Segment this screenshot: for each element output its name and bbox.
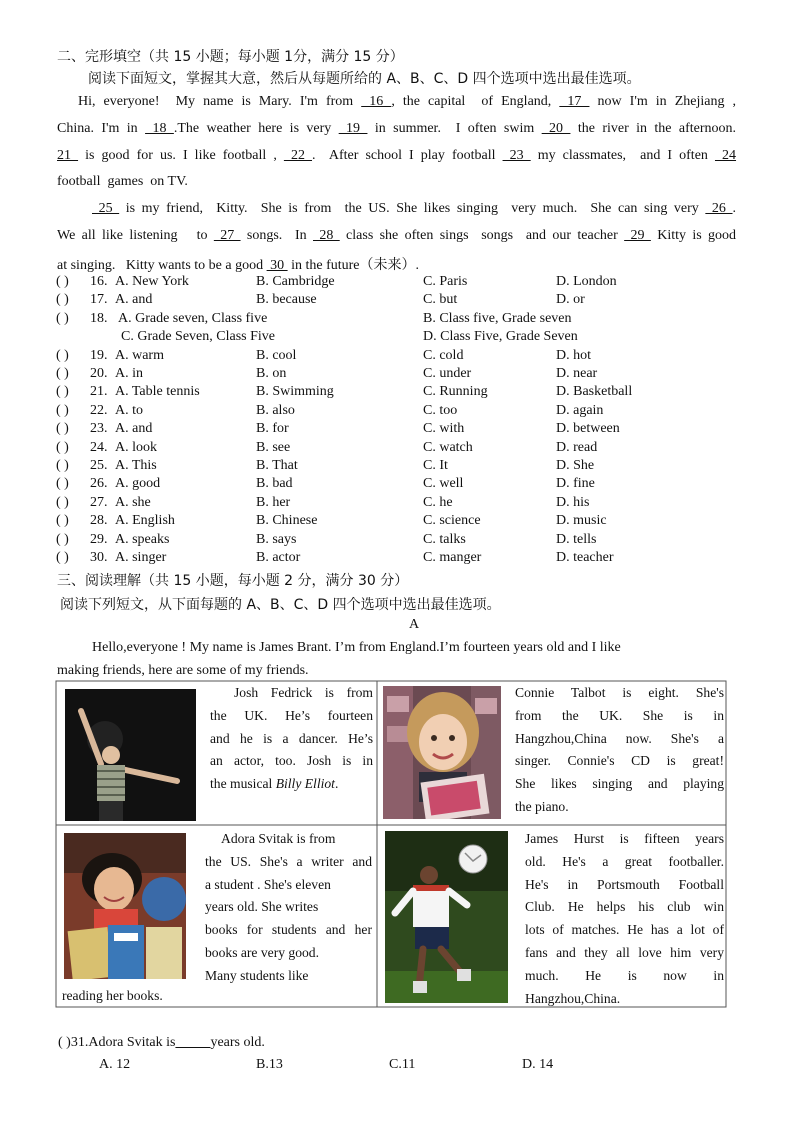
question-number: 18. [90, 310, 108, 326]
option-d[interactable]: D. fine [556, 476, 595, 492]
reading-intro-line-1: Hello,everyone ! My name is James Brant. I’m from England.I’m fourteen years old and I like [92, 640, 621, 655]
josh-description [210, 682, 373, 796]
cloze-blank[interactable]: 24 [714, 148, 737, 163]
option-a[interactable]: A. 12 [99, 1057, 131, 1072]
josh-line: an actor, too. Josh is in [210, 753, 373, 769]
option-b[interactable]: B. Chinese [256, 513, 318, 529]
james-line: James Hurst is fifteen years [525, 831, 724, 846]
section2-instruction: 阅读下面短文，掌握其大意，然后从每题所给的 A、B、C、D 四个选项中选出最佳选项。 [88, 71, 641, 87]
james-photo [385, 831, 508, 1003]
option-d[interactable]: D. Class Five, Grade Seven [423, 329, 578, 345]
adora-description [205, 828, 372, 988]
cloze-blank[interactable]: 17 [559, 94, 590, 109]
option-c[interactable]: C. under [423, 366, 472, 381]
james-line: Club. He helps his club win [525, 899, 724, 915]
option-b[interactable]: B. That [256, 458, 298, 473]
question-number: 25. [90, 458, 108, 473]
answer-bracket[interactable]: ( ) [56, 366, 69, 381]
question-number: 30. [90, 550, 108, 565]
james-line: He's in Portsmouth Football [525, 876, 724, 892]
option-b[interactable]: B. says [256, 531, 297, 547]
option-b[interactable]: B. also [256, 402, 295, 418]
option-d[interactable]: D. or [556, 292, 585, 308]
passage-text: in summer. I often swim [367, 121, 542, 136]
adora-last-line: reading her books. [62, 988, 163, 1003]
musical-title: Billy Elliot [275, 776, 335, 792]
answer-bracket[interactable]: ( ) [56, 531, 69, 547]
option-b[interactable]: B. for [256, 421, 289, 437]
josh-line-last [210, 773, 373, 796]
answer-bracket[interactable]: ( ) [56, 494, 69, 510]
josh-line: Josh Fedrick is from [234, 685, 373, 700]
passage-text: in the future（未来）. [287, 258, 420, 273]
connie-description [515, 682, 724, 819]
passage-text: is my friend, Kitty. She is from the US. She likes singing very much. She can sing very [119, 201, 706, 216]
adora-line: Many students like [205, 967, 309, 983]
passage-text: football games on TV. [57, 174, 188, 189]
adora-line: Adora Svitak is from [221, 831, 336, 846]
answer-bracket[interactable]: ( ) [56, 402, 69, 418]
james-line: Hangzhou,China. [525, 990, 621, 1006]
cloze-blank[interactable]: 25 [92, 201, 120, 216]
question-number: 27. [90, 494, 108, 510]
cloze-blank[interactable]: 30 [266, 258, 288, 273]
passage-text: now I'm in Zhejiang , [589, 94, 737, 109]
answer-bracket[interactable]: ( ) [56, 274, 69, 289]
question-number: 23. [90, 421, 108, 437]
question-number: 19. [90, 347, 108, 363]
question-number: 17. [90, 292, 108, 308]
option-d[interactable]: D. 14 [522, 1057, 554, 1072]
question-number: 16. [90, 274, 108, 289]
adora-line: the US. She's a writer and [205, 853, 372, 869]
adora-line: books for students and her [205, 922, 372, 938]
passage-text: songs. In [240, 228, 313, 243]
option-d[interactable]: D. She [556, 458, 595, 473]
cloze-blank[interactable]: 29 [624, 228, 651, 243]
option-b[interactable]: B. on [256, 366, 287, 381]
passage-text: , the capital of England, [391, 94, 560, 109]
passage-text: . After school I play football [312, 148, 503, 163]
option-c[interactable]: C. he [423, 494, 453, 510]
cloze-blank[interactable]: 20 [541, 121, 571, 136]
section2-title: 二、完形填空（共 15 小题；每小题 1分，满分 15 分） [57, 49, 404, 65]
adora-line: years old. She writes [205, 899, 319, 915]
josh-photo [65, 689, 196, 821]
option-b[interactable]: B.13 [256, 1057, 283, 1072]
question-number: 20. [90, 366, 108, 381]
option-a[interactable]: A. to [115, 402, 143, 418]
answer-bracket[interactable]: ( ) [56, 439, 69, 455]
adora-line: a student . She's eleven [205, 876, 331, 892]
answer-blank [175, 1035, 210, 1050]
connie-line: Connie Talbot is eight. She's [515, 685, 724, 700]
cloze-blank[interactable]: 22 [283, 148, 313, 163]
option-c[interactable]: C. Running [423, 384, 488, 400]
option-b[interactable]: B. actor [256, 550, 301, 565]
option-b[interactable]: B. Class five, Grade seven [423, 310, 572, 326]
passage-text: class she often sings songs and our teacher [339, 228, 625, 243]
answer-bracket[interactable]: ( ) [56, 292, 69, 308]
answer-bracket[interactable]: ( ) [58, 1035, 71, 1050]
option-d[interactable]: D. read [556, 439, 598, 455]
cloze-blank[interactable]: 28 [313, 228, 340, 243]
question-number: 29. [90, 531, 108, 547]
question-number: 24. [90, 439, 108, 455]
option-c[interactable]: C. too [423, 402, 458, 418]
option-d[interactable]: D. teacher [556, 550, 614, 565]
option-a[interactable]: A. in [115, 366, 143, 381]
connie-line: the piano. [515, 798, 569, 814]
option-a[interactable]: A. good [115, 476, 161, 492]
cloze-blank[interactable]: 18 [145, 121, 174, 136]
question-number: 22. [90, 402, 108, 418]
option-b[interactable]: B. because [256, 292, 317, 308]
cloze-blank[interactable]: 27 [213, 228, 241, 243]
josh-line: the musical [210, 776, 276, 792]
reading-intro-line-2: making friends, here are some of my friends. [57, 663, 309, 678]
option-a[interactable]: A. and [115, 421, 153, 437]
question-stem-end: years old. [210, 1035, 265, 1050]
passage-text: . [732, 201, 737, 216]
option-c[interactable]: C. with [423, 421, 465, 437]
option-c[interactable]: C. science [423, 513, 481, 529]
answer-bracket[interactable]: ( ) [56, 476, 69, 492]
option-a[interactable]: A. speaks [115, 531, 170, 547]
option-b[interactable]: B. her [256, 494, 291, 510]
option-c[interactable]: C. watch [423, 439, 473, 455]
james-line: old. He's a great footballer. [525, 853, 724, 869]
cloze-blank[interactable]: 16 [361, 94, 392, 109]
cloze-blank[interactable]: 26 [705, 201, 733, 216]
passage-text: China. I'm in [57, 121, 146, 136]
option-d[interactable]: D. near [556, 366, 598, 381]
option-c[interactable]: C. well [423, 476, 464, 492]
option-a[interactable]: A. English [115, 513, 175, 529]
option-a[interactable]: A. and [115, 292, 153, 308]
answer-bracket[interactable]: ( ) [56, 458, 69, 473]
option-d[interactable]: D. Basketball [556, 384, 633, 400]
option-a[interactable]: A. Grade seven, Class five [118, 310, 268, 326]
passage-letter: A [409, 617, 420, 632]
option-d[interactable]: D. tells [556, 531, 597, 547]
connie-line: singer. Connie's CD is great! [515, 753, 724, 769]
passage-text: is good for us. I like football , [78, 148, 284, 163]
josh-line: and he is a dancer. He’s [210, 730, 373, 746]
option-c[interactable]: C. talks [423, 531, 466, 547]
option-a[interactable]: A. she [115, 494, 151, 510]
cloze-blank[interactable]: 21 [57, 148, 79, 163]
adora-line: books are very good. [205, 944, 320, 960]
option-c[interactable]: C. but [423, 292, 458, 308]
answer-bracket[interactable]: ( ) [56, 421, 69, 437]
option-d[interactable]: D. hot [556, 347, 591, 363]
connie-photo [383, 686, 501, 819]
passage-text: at singing. Kitty wants to be a good [57, 258, 267, 273]
option-d[interactable]: D. his [556, 494, 590, 510]
james-line: lots of matches. He has a lot of [525, 922, 724, 938]
option-b[interactable]: B. see [256, 439, 291, 455]
option-b[interactable]: B. bad [256, 476, 293, 492]
option-a[interactable]: A. New York [115, 274, 189, 289]
james-description [525, 828, 724, 1010]
option-d[interactable]: D. London [556, 274, 617, 289]
passage-text: the river in the afternoon. [570, 121, 737, 136]
question-number: 26. [90, 476, 108, 492]
answer-bracket[interactable]: ( ) [56, 310, 69, 326]
option-b[interactable]: B. Swimming [256, 384, 334, 400]
connie-line: from the UK. She is in [515, 707, 724, 723]
option-b[interactable]: B. cool [256, 347, 297, 363]
option-d[interactable]: D. again [556, 402, 604, 418]
josh-period: . [334, 776, 339, 792]
josh-line: the UK. He’s fourteen [210, 707, 373, 723]
connie-line: Hangzhou,China now. She's a [515, 730, 724, 746]
option-c[interactable]: C.11 [389, 1057, 416, 1072]
option-a[interactable]: A. Table tennis [115, 384, 200, 400]
answer-bracket[interactable]: ( ) [56, 347, 69, 363]
question-number: 21. [90, 384, 108, 400]
answer-bracket[interactable]: ( ) [56, 513, 69, 529]
connie-line: She likes singing and playing [515, 776, 724, 792]
option-a[interactable]: A. This [115, 458, 157, 473]
section3-instruction: 阅读下列短文，从下面每题的 A、B、C、D 四个选项中选出最佳选项。 [60, 597, 501, 613]
passage-text: Hi, everyone! My name is Mary. I'm from [78, 94, 362, 109]
option-c[interactable]: C. cold [423, 347, 464, 363]
option-a[interactable]: A. singer [115, 550, 167, 565]
option-d[interactable]: D. music [556, 513, 607, 529]
option-c[interactable]: C. It [423, 458, 448, 473]
james-line: much. He is now in [525, 967, 724, 983]
question-31 [58, 1035, 265, 1051]
option-c[interactable]: C. Paris [423, 274, 468, 289]
option-a[interactable]: A. look [115, 439, 157, 455]
question-number: 28. [90, 513, 108, 529]
answer-bracket[interactable]: ( ) [56, 550, 69, 565]
section3-title: 三、阅读理解（共 15 小题，每小题 2 分，满分 30 分） [57, 573, 409, 589]
option-b[interactable]: B. Cambridge [256, 274, 335, 289]
cloze-blank[interactable]: 19 [338, 121, 368, 136]
option-c[interactable]: C. Grade Seven, Class Five [121, 329, 275, 345]
passage-text: .The weather here is very [173, 121, 339, 136]
option-a[interactable]: A. warm [115, 347, 164, 363]
cloze-blank[interactable]: 23 [502, 148, 531, 163]
question-stem: 31.Adora Svitak is [70, 1035, 176, 1050]
adora-photo [64, 833, 186, 979]
passage-text: my classmates, and I often [530, 148, 715, 163]
answer-bracket[interactable]: ( ) [56, 384, 69, 400]
james-line: fans and they all love him very [525, 944, 724, 960]
passage-text: We all like listening to [57, 228, 214, 243]
passage-text: Kitty is good [650, 228, 737, 243]
option-d[interactable]: D. between [556, 421, 620, 437]
option-c[interactable]: C. manger [423, 550, 482, 565]
